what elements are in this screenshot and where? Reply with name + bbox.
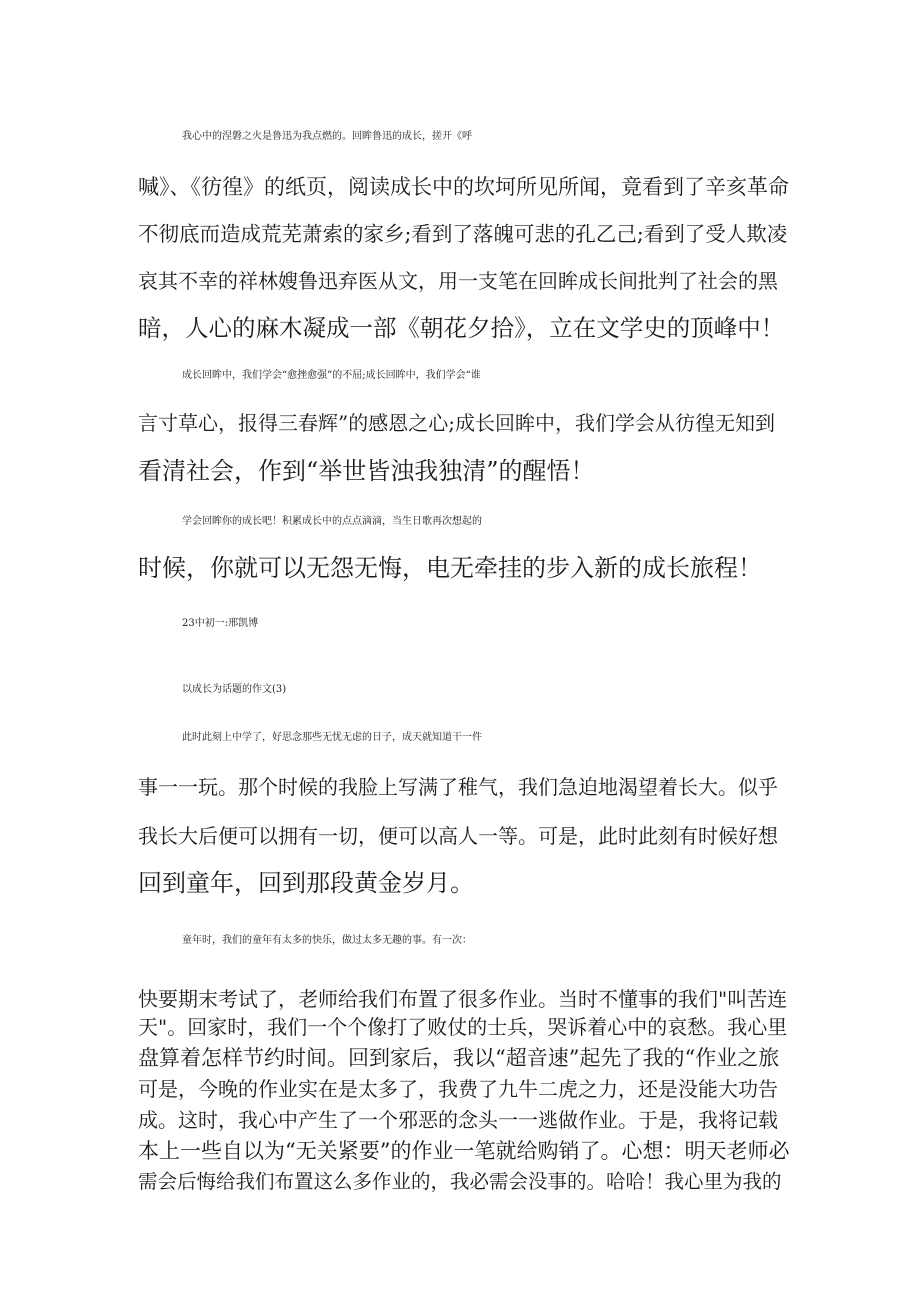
paragraph-6-line-5: 成。这时，我心中产生了一个邪恶的念头一一逃做作业。于是，我将记载 <box>138 1108 778 1132</box>
paragraph-6-line-1: 快要期末考试了，老师给我们布置了很多作业。当时不懂事的我们"叫苦连 <box>138 987 788 1011</box>
paragraph-3-line-2: 时候，你就可以无怨无悔，电无牵挂的步入新的成长旅程！ <box>138 554 762 582</box>
paragraph-6-line-2: 天"。回家时，我们一个个像打了败仗的士兵，哭诉着心中的哀愁。我心里 <box>138 1015 788 1039</box>
paragraph-6-line-7: 需会后悔给我们布置这么多作业的，我必需会没事的。哈哈！我心里为我的 <box>138 1170 782 1193</box>
paragraph-4-line-4: 回到童年，回到那段黄金岁月。 <box>138 869 474 897</box>
paragraph-1-line-1: 我心中的涅磐之火是鲁迅为我点燃的。回眸鲁迅的成长，搓开《呼 <box>182 131 472 142</box>
paragraph-5-line-1: 童年时，我们的童年有太多的快乐，做过太多无趣的事。有一次： <box>182 935 472 946</box>
paragraph-1-line-3: 不彻底而造成荒芜萧索的家乡;看到了落魄可悲的孔乙己;看到了受人欺凌 <box>138 222 788 246</box>
paragraph-2-line-1: 成长回眸中，我们学会“愈挫愈强”的不屈;成长回眸中，我们学会“谁 <box>182 370 481 381</box>
paragraph-6-line-3: 盘算着怎样节约时间。回到家后，我以“超音速”起先了我的“作业之旅 <box>138 1046 780 1070</box>
paragraph-4-line-2: 事一一玩。那个时候的我脸上写满了稚气，我们急迫地渴望着长大。似乎 <box>138 775 778 799</box>
author-line: 23中初一:邢凯博 <box>182 618 259 629</box>
paragraph-2-line-2: 言寸草心，报得三春辉”的感恩之心;成长回眸中，我们学会从彷徨无知到 <box>138 411 775 435</box>
paragraph-1-line-5: 暗，人心的麻木凝成一部《朝花夕拾》，立在文学史的顶峰中！ <box>138 314 785 342</box>
paragraph-2-line-3: 看清社会，作到“举世皆浊我独清”的醒悟！ <box>138 457 595 485</box>
paragraph-6-line-4: 可是，今晚的作业实在是太多了，我费了九牛二虎之力，还是没能大功告 <box>138 1077 778 1101</box>
paragraph-1-line-4: 哀其不幸的祥林嫂鲁迅弃医从文，用一支笔在回眸成长间批判了社会的黑 <box>138 269 778 293</box>
paragraph-4-line-1: 此时此刻上中学了，好思念那些无忧无虑的日子，成天就知道干一件 <box>182 732 482 743</box>
paragraph-3-line-1: 学会回眸你的成长吧！积累成长中的点点滴滴，当生日歌再次想起的 <box>182 516 482 527</box>
paragraph-1-line-2: 喊》、《彷徨》的纸页，阅读成长中的坎坷所见所闻，竟看到了辛亥革命 <box>138 175 789 199</box>
paragraph-6-line-6: 本上一些自以为“无关紧要”的作业一笔就给购销了。心想：明天老师必 <box>138 1139 790 1163</box>
essay-heading: 以成长为话题的作文(3) <box>182 684 287 695</box>
paragraph-4-line-3: 我长大后便可以拥有一切，便可以高人一等。可是，此时此刻有时候好想 <box>138 824 778 848</box>
